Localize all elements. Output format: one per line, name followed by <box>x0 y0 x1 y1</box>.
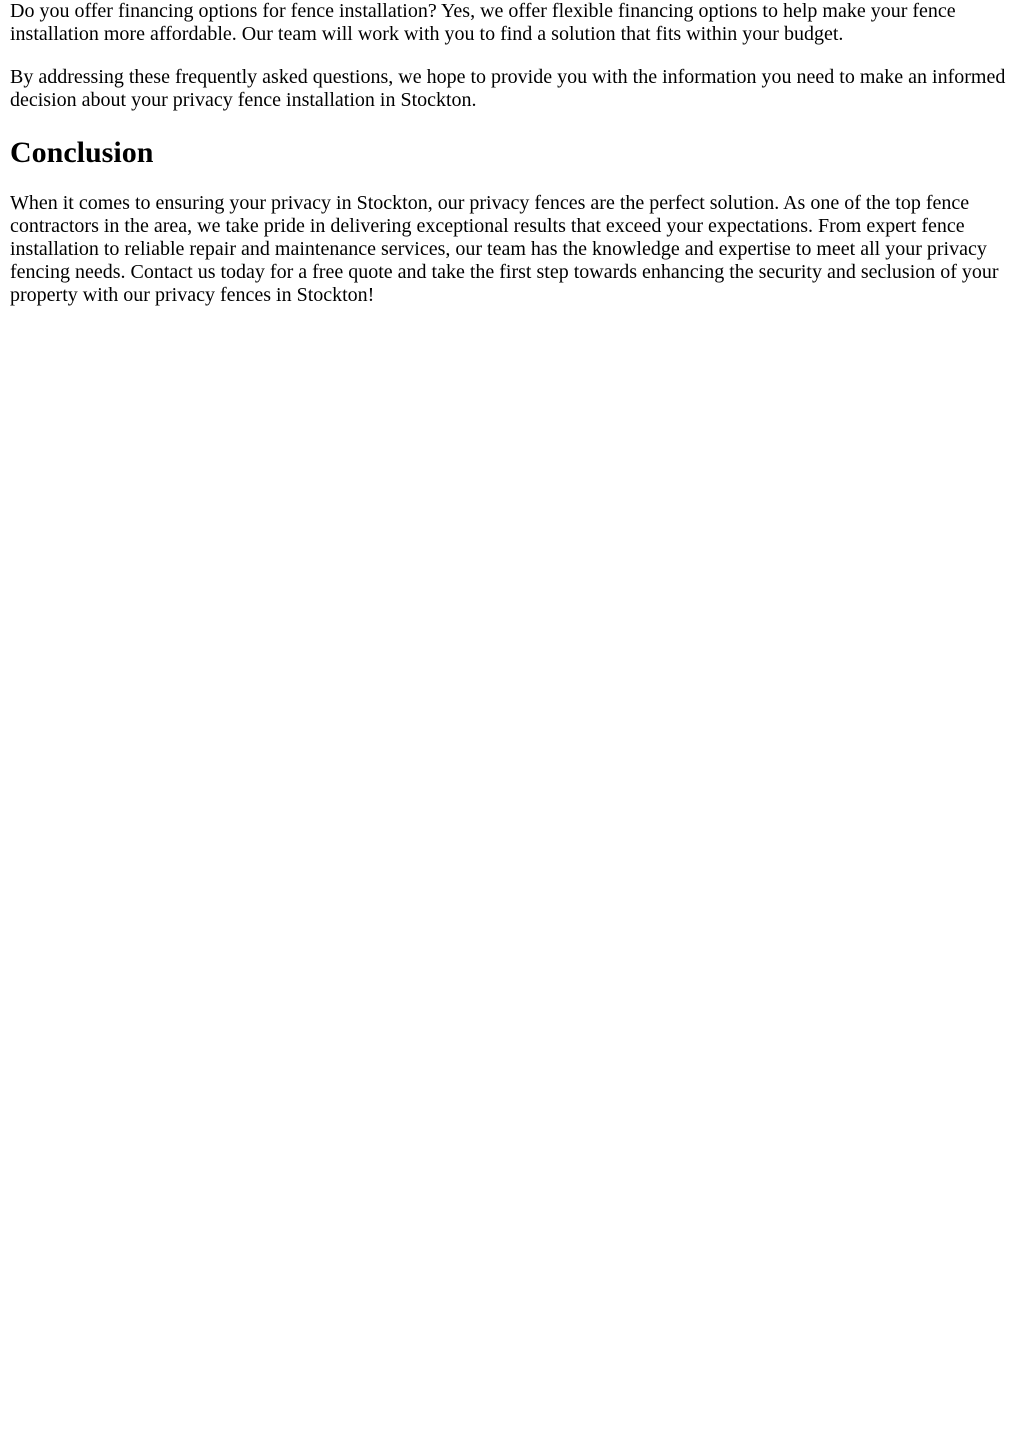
conclusion-heading: Conclusion <box>10 136 154 169</box>
faq-financing-paragraph: Do you offer financing options for fence installation? Yes, we offer flexible financing options to help make your fence installation more affordable. Our team will work with you to find a solution that fits within your budget. <box>10 0 956 45</box>
faq-summary-paragraph: By addressing these frequently asked questions, we hope to provide you with the information you need to make an informed decision about your privacy fence installation in Stockton. <box>10 66 1006 111</box>
document-page <box>10 0 1014 307</box>
conclusion-paragraph: When it comes to ensuring your privacy in Stockton, our privacy fences are the perfect solution. As one of the top fence contractors in the area, we take pride in delivering exceptional results that exceed your expectations. From expert fence installation to reliable repair and maintenance services, our team has the knowledge and expertise to meet all your privacy fencing needs. Contact us today for a free quote and take the first step towards enhancing the security and seclusion of your property with our privacy fences in Stockton! <box>10 192 999 306</box>
